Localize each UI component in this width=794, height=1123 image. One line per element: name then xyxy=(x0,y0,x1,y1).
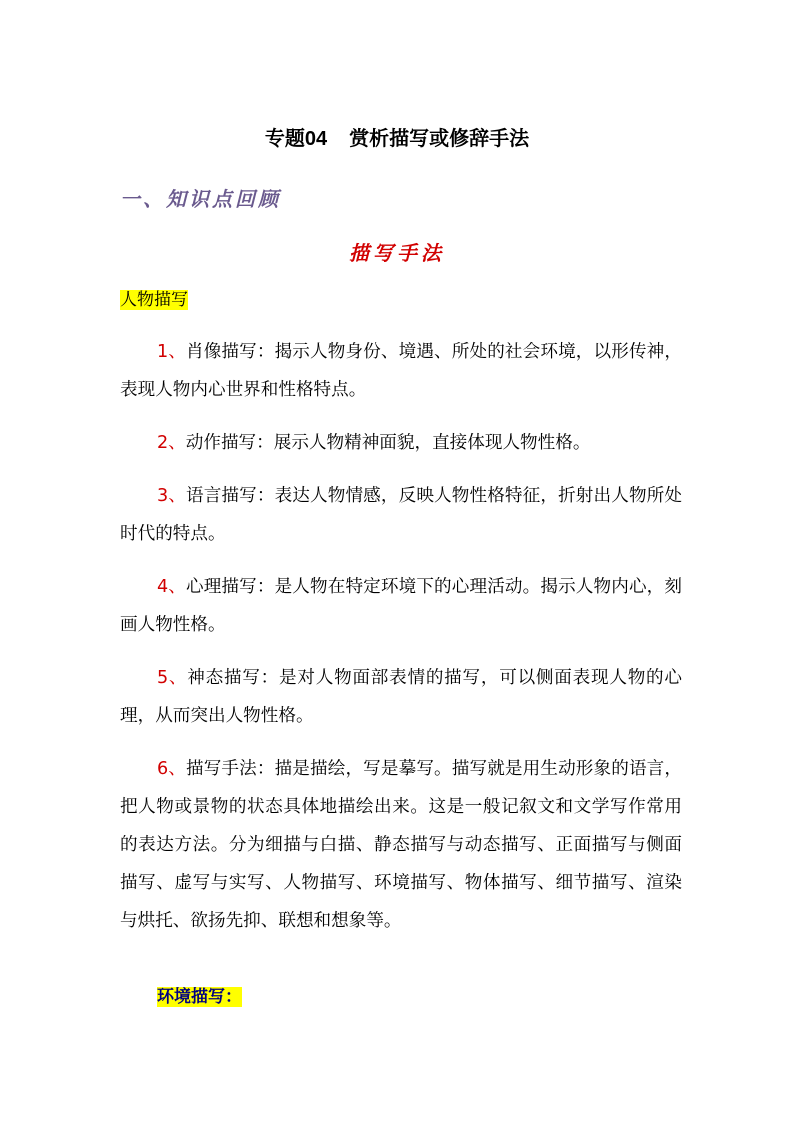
page-title: 专题04 赏析描写或修辞手法 xyxy=(264,126,530,150)
item-list xyxy=(120,333,682,955)
category-heading-character: 人物描写 xyxy=(120,290,188,310)
category-heading-environment: 环境描写： xyxy=(157,987,242,1007)
subtitle: 描写手法 xyxy=(349,241,445,265)
list-item: 3、语言描写：表达人物情感，反映人物性格特征，折射出人物所处时代的特点。 xyxy=(120,486,682,544)
list-item: 4、心理描写：是人物在特定环境下的心理活动。揭示人物内心，刻画人物性格。 xyxy=(120,577,682,635)
section-heading: 一、知识点回顾 xyxy=(120,187,281,211)
list-item: 5、神态描写：是对人物面部表情的描写，可以侧面表现人物的心理，从而突出人物性格。 xyxy=(120,668,682,726)
list-item: 6、描写手法：描是描绘，写是摹写。描写就是用生动形象的语言，把人物或景物的状态具体地描绘出来。这是一般记叙文和文学写作常用的表达方法。分为细描与白描、静态描写与动态描写、正面描写与侧面描写、虚写与实写、人物描写、环境描写、物体描写、细节描写、渲染与烘托、欲扬先抑、联想和想象等。 xyxy=(120,759,682,931)
list-item: 2、动作描写：展示人物精神面貌，直接体现人物性格。 xyxy=(156,433,591,453)
list-item: 1、肖像描写：揭示人物身份、境遇、所处的社会环境，以形传神，表现人物内心世界和性格特点。 xyxy=(120,342,682,400)
